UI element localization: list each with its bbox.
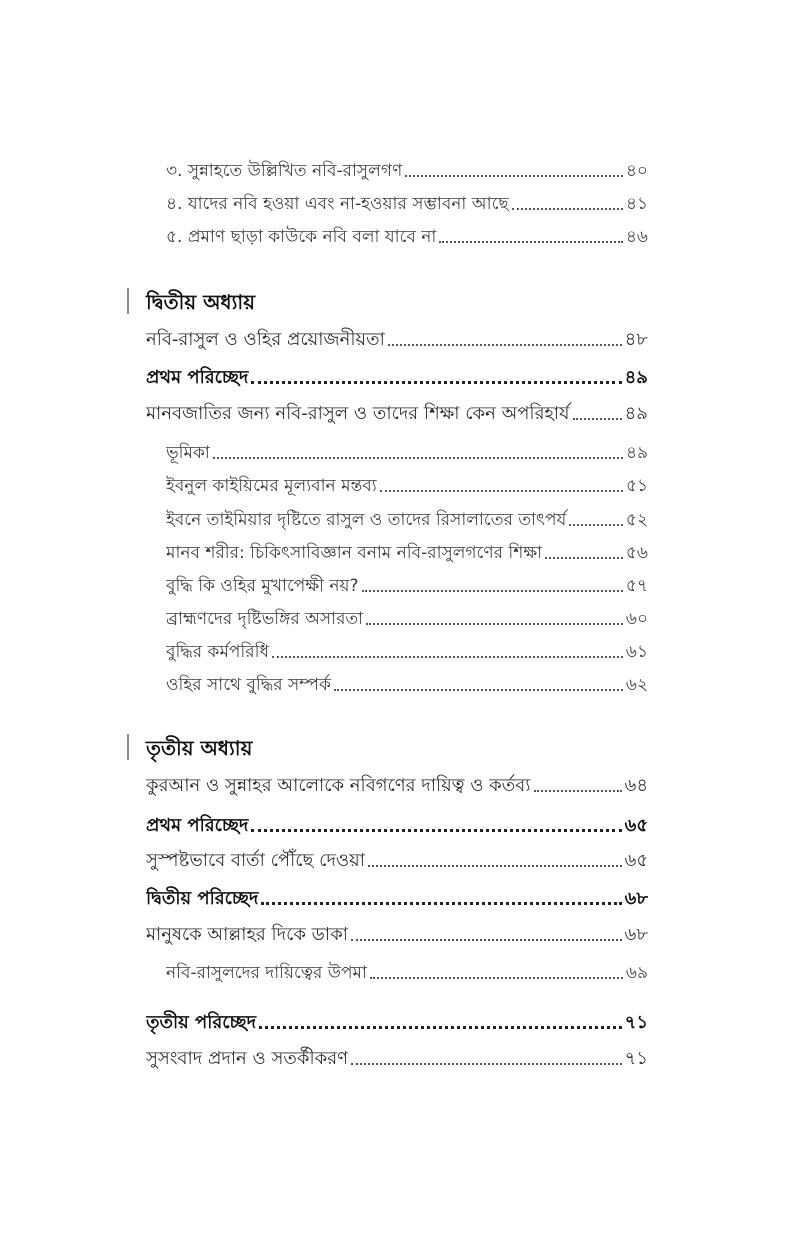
- toc-subentry: [166, 568, 648, 598]
- toc-subentry: [166, 634, 648, 664]
- entry-page: ৫২: [625, 510, 648, 530]
- toc-entry-intro-4: [166, 186, 648, 216]
- entry-page: ৬৮: [624, 888, 648, 909]
- dot-leader: [545, 557, 623, 559]
- entry-title: ইবনুল কাইয়িমের মূল্যবান মন্তব্য: [166, 476, 377, 496]
- entry-title: মানবজাতির জন্য নবি-রাসুল ও তাদের শিক্ষা কেন অপরিহার্য: [146, 403, 570, 424]
- toc-subentry: [166, 535, 648, 565]
- toc-entry-chapter-2-topic: [146, 396, 648, 426]
- dot-leader: [272, 656, 623, 658]
- toc-section-chapter-3-2: [146, 881, 648, 911]
- entry-page: ৪০: [625, 161, 648, 181]
- entry-page: ৪৯: [624, 403, 648, 424]
- entry-page: ৭১: [624, 1048, 648, 1069]
- entry-page: ৬০: [625, 609, 648, 629]
- chapter-3-heading: তৃতীয় অধ্যায়: [146, 736, 253, 760]
- toc-entry: [146, 843, 648, 873]
- toc-section-chapter-2-1: [146, 360, 648, 390]
- entry-page: ৬৫: [624, 850, 648, 871]
- entry-page: ৪৮: [624, 329, 648, 350]
- toc-entry-intro-3: [166, 153, 648, 183]
- entry-page: ৪৬: [625, 227, 648, 247]
- dot-leader: [368, 865, 622, 867]
- entry-page: ৫৬: [625, 543, 648, 563]
- entry-title: কুরআন ও সুন্নাহর আলোকে নবিগণের দায়িত্ব ও কর্তব্য: [146, 775, 531, 796]
- toc-subentry: [166, 502, 648, 532]
- entry-title: ওহির সাথে বুদ্ধির সম্পর্ক: [166, 675, 331, 695]
- dot-leader: [512, 208, 623, 210]
- entry-page: ৬৮: [624, 924, 648, 945]
- dot-leader: [388, 344, 622, 346]
- entry-title: বুদ্ধি কি ওহির মুখাপেক্ষী নয়?: [166, 576, 359, 596]
- entry-title: নবি-রাসুল ও ওহির প্রয়োজনীয়তা: [146, 329, 385, 350]
- dot-leader: [569, 524, 623, 526]
- toc-entry-chapter-2-title: [146, 322, 648, 352]
- entry-title: ৪. যাদের নবি হওয়া এবং না-হওয়ার সম্ভাবনা আছে: [166, 194, 509, 214]
- dot-leader: [362, 590, 623, 592]
- entry-title: নবি-রাসুলদের দায়িত্বের উপমা: [166, 963, 367, 983]
- entry-page: ৬১: [625, 642, 648, 662]
- toc-entry-chapter-3-title: [146, 768, 648, 798]
- entry-page: ৬৪: [624, 775, 648, 796]
- entry-title: ৫. প্রমাণ ছাড়া কাউকে নবি বলা যাবে না: [166, 227, 437, 247]
- dot-leader: [251, 829, 621, 832]
- dot-leader: [251, 381, 621, 384]
- chapter-marker-bar: [127, 734, 129, 760]
- toc-entry: [146, 917, 648, 947]
- dot-leader: [573, 418, 622, 420]
- dot-leader: [380, 490, 623, 492]
- dot-leader: [351, 939, 622, 941]
- toc-section-chapter-3-3: [146, 1005, 648, 1035]
- entry-title: সুস্পষ্টভাবে বার্তা পৌঁছে দেওয়া: [146, 850, 365, 871]
- entry-title: প্রথম পরিচ্ছেদ: [146, 367, 249, 388]
- entry-page: ৪১: [625, 194, 648, 214]
- dot-leader: [370, 977, 623, 979]
- entry-page: ৬৫: [624, 815, 648, 836]
- toc-subentry: [166, 468, 648, 498]
- dot-leader: [261, 902, 621, 905]
- entry-title: ভূমিকা: [166, 443, 210, 463]
- chapter-2-heading: দ্বিতীয় অধ্যায়: [146, 290, 255, 314]
- toc-entry-intro-5: [166, 219, 648, 249]
- toc-entry: [146, 1041, 648, 1071]
- entry-page: ৬২: [625, 675, 648, 695]
- entry-title: প্রথম পরিচ্ছেদ: [146, 815, 249, 836]
- entry-title: তৃতীয় পরিচ্ছেদ: [146, 1012, 257, 1033]
- entry-page: ৫১: [625, 476, 648, 496]
- entry-title: ইবনে তাইমিয়ার দৃষ্টিতে রাসুল ও তাদের রিসালাতের তাৎপর্য: [166, 510, 567, 530]
- toc-subentry: [166, 667, 648, 697]
- dot-leader: [534, 790, 622, 792]
- dot-leader: [213, 457, 623, 459]
- entry-title: দ্বিতীয় পরিচ্ছেদ: [146, 888, 259, 909]
- chapter-marker-bar: [127, 288, 129, 314]
- dot-leader: [259, 1026, 622, 1029]
- toc-subentry: [166, 955, 648, 985]
- entry-title: বুদ্ধির কর্মপরিধি: [166, 642, 270, 662]
- dot-leader: [405, 175, 623, 177]
- dot-leader: [439, 241, 623, 243]
- entry-page: ৬৯: [625, 963, 648, 983]
- dot-leader: [351, 1063, 622, 1065]
- entry-page: ৭১: [624, 1012, 648, 1033]
- entry-title: ব্রাহ্মণদের দৃষ্টিভঙ্গির অসারতা: [166, 609, 364, 629]
- entry-title: সুসংবাদ প্রদান ও সতর্কীকরণ: [146, 1048, 349, 1069]
- entry-title: মানব শরীর: চিকিৎসাবিজ্ঞান বনাম নবি-রাসুলগণের শিক্ষা: [166, 543, 543, 563]
- dot-leader: [366, 623, 623, 625]
- entry-page: ৫৭: [625, 576, 648, 596]
- dot-leader: [334, 689, 623, 691]
- toc-section-chapter-3-1: [146, 808, 648, 838]
- entry-page: ৪৯: [624, 367, 648, 388]
- entry-title: ৩. সুন্নাহতে উল্লিখিত নবি-রাসুলগণ: [166, 161, 403, 181]
- toc-subentry: [166, 601, 648, 631]
- entry-title: মানুষকে আল্লাহর দিকে ডাকা: [146, 924, 348, 945]
- entry-page: ৪৯: [625, 443, 648, 463]
- toc-subentry: [166, 435, 648, 465]
